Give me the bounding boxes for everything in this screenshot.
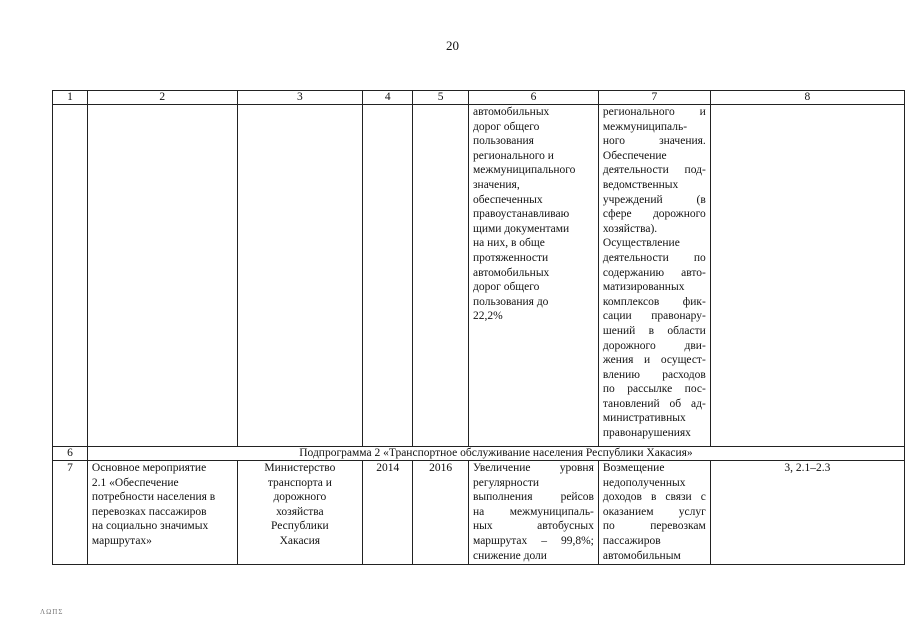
text-line: жения и осущест- bbox=[602, 354, 706, 367]
text-line: Республики bbox=[271, 520, 329, 533]
column-number-row bbox=[53, 91, 905, 105]
text-line: Возмещение bbox=[602, 462, 665, 474]
activity-name-cell bbox=[87, 461, 237, 565]
text-line: недополученных bbox=[602, 476, 686, 489]
text-line: Министерство bbox=[264, 462, 336, 474]
text-line: Хакасия bbox=[279, 534, 321, 547]
text-line: шений в области bbox=[602, 324, 706, 337]
text-line: перевозках пассажиров bbox=[91, 505, 207, 518]
text-line: ных автобусных bbox=[473, 520, 594, 533]
end-year-cell: 2016 bbox=[413, 461, 469, 565]
text-line: 2.1 «Обеспечение bbox=[91, 476, 179, 489]
program-table bbox=[52, 90, 905, 565]
text-line: оказанием услуг bbox=[602, 505, 706, 518]
text-line: по рассылке пос- bbox=[602, 383, 706, 396]
target-indicator-cell bbox=[469, 105, 599, 447]
text-line: на межмуниципаль- bbox=[473, 505, 594, 518]
text-line: значения, bbox=[473, 178, 520, 191]
text-line: министративных bbox=[602, 412, 686, 425]
start-year-cell: 2014 bbox=[363, 461, 413, 565]
text-line: транспорта и bbox=[267, 476, 332, 489]
text-line: на социально значимых bbox=[91, 520, 209, 533]
text-line: дорожного дви- bbox=[602, 339, 706, 352]
column-number: 5 bbox=[413, 91, 469, 105]
text-line: регионального и bbox=[473, 149, 554, 162]
executor-cell bbox=[237, 461, 363, 565]
text-line: межмуниципального bbox=[473, 164, 576, 177]
text-line: влению расходов bbox=[602, 368, 706, 381]
text-line: автомобильным bbox=[602, 549, 681, 562]
text-line: снижение доли bbox=[473, 549, 547, 562]
text-line: маршрутах» bbox=[91, 534, 152, 547]
corner-mark: ΛΩΠΣ bbox=[40, 608, 64, 616]
column-number: 6 bbox=[469, 91, 599, 105]
related-indicators-cell: 3, 2.1–2.3 bbox=[710, 461, 904, 565]
text-line: доходов в связи с bbox=[602, 491, 706, 504]
text-line: тановлений об ад- bbox=[602, 397, 706, 410]
text-line: матизированных bbox=[602, 281, 685, 294]
text-line: ного значения. bbox=[602, 135, 706, 148]
text-line: учреждений (в bbox=[602, 193, 706, 206]
column-number: 4 bbox=[363, 91, 413, 105]
row-number: 6 bbox=[53, 447, 88, 461]
text-line: 22,2% bbox=[473, 310, 503, 323]
column-number: 7 bbox=[598, 91, 710, 105]
page-number: 20 bbox=[446, 38, 459, 53]
activity-row bbox=[53, 461, 905, 565]
text-line: комплексов фик- bbox=[602, 295, 706, 308]
text-line: протяженности bbox=[473, 251, 549, 264]
row-number: 7 bbox=[53, 461, 88, 565]
text-line: автомобильных bbox=[473, 106, 550, 118]
text-line: регионального и bbox=[602, 106, 706, 118]
expected-result-cell bbox=[469, 461, 599, 565]
continuation-row bbox=[53, 105, 905, 447]
column-number: 3 bbox=[237, 91, 363, 105]
text-line: маршрутах – 99,8%; bbox=[473, 534, 594, 547]
text-line: ведомственных bbox=[602, 178, 679, 191]
text-line: пассажиров bbox=[602, 534, 661, 547]
text-line: Основное мероприятие bbox=[91, 462, 207, 474]
text-line: дорожного bbox=[273, 491, 327, 504]
text-line: правонарушениях bbox=[602, 427, 691, 440]
text-line: содержанию авто- bbox=[602, 266, 706, 279]
column-number: 2 bbox=[87, 91, 237, 105]
text-line: пользования до bbox=[473, 295, 549, 308]
text-line: на них, в обще bbox=[473, 237, 545, 250]
activity-description-cell bbox=[598, 105, 710, 447]
text-line: регулярности bbox=[473, 476, 540, 489]
activity-content-cell bbox=[598, 461, 710, 565]
text-line: дорог общего bbox=[473, 281, 540, 294]
text-line: хозяйства). bbox=[602, 222, 658, 235]
text-line: деятельности под- bbox=[602, 164, 706, 177]
text-line: межмуниципаль- bbox=[602, 120, 688, 133]
text-line: по перевозкам bbox=[602, 520, 706, 533]
text-line: деятельности по bbox=[602, 251, 706, 264]
text-line: сфере дорожного bbox=[602, 208, 706, 221]
text-line: потребности населения в bbox=[91, 491, 216, 504]
text-line: правоустанавливаю bbox=[473, 208, 570, 221]
text-line: Осуществление bbox=[602, 237, 680, 250]
text-line: Увеличение уровня bbox=[473, 462, 594, 474]
subprogram-title: Подпрограмма 2 «Транспортное обслуживание населения Республики Хакасия» bbox=[87, 447, 904, 461]
subprogram-row bbox=[53, 447, 905, 461]
column-number: 1 bbox=[53, 91, 88, 105]
text-line: обеспеченных bbox=[473, 193, 543, 206]
text-line: выполнения рейсов bbox=[473, 491, 594, 504]
text-line: Обеспечение bbox=[602, 149, 667, 162]
text-line: автомобильных bbox=[473, 266, 550, 279]
text-line: пользования bbox=[473, 135, 534, 148]
column-number: 8 bbox=[710, 91, 904, 105]
text-line: щими документами bbox=[473, 222, 570, 235]
text-line: сации правонару- bbox=[602, 310, 706, 323]
text-line: хозяйства bbox=[276, 505, 324, 518]
text-line: дорог общего bbox=[473, 120, 540, 133]
